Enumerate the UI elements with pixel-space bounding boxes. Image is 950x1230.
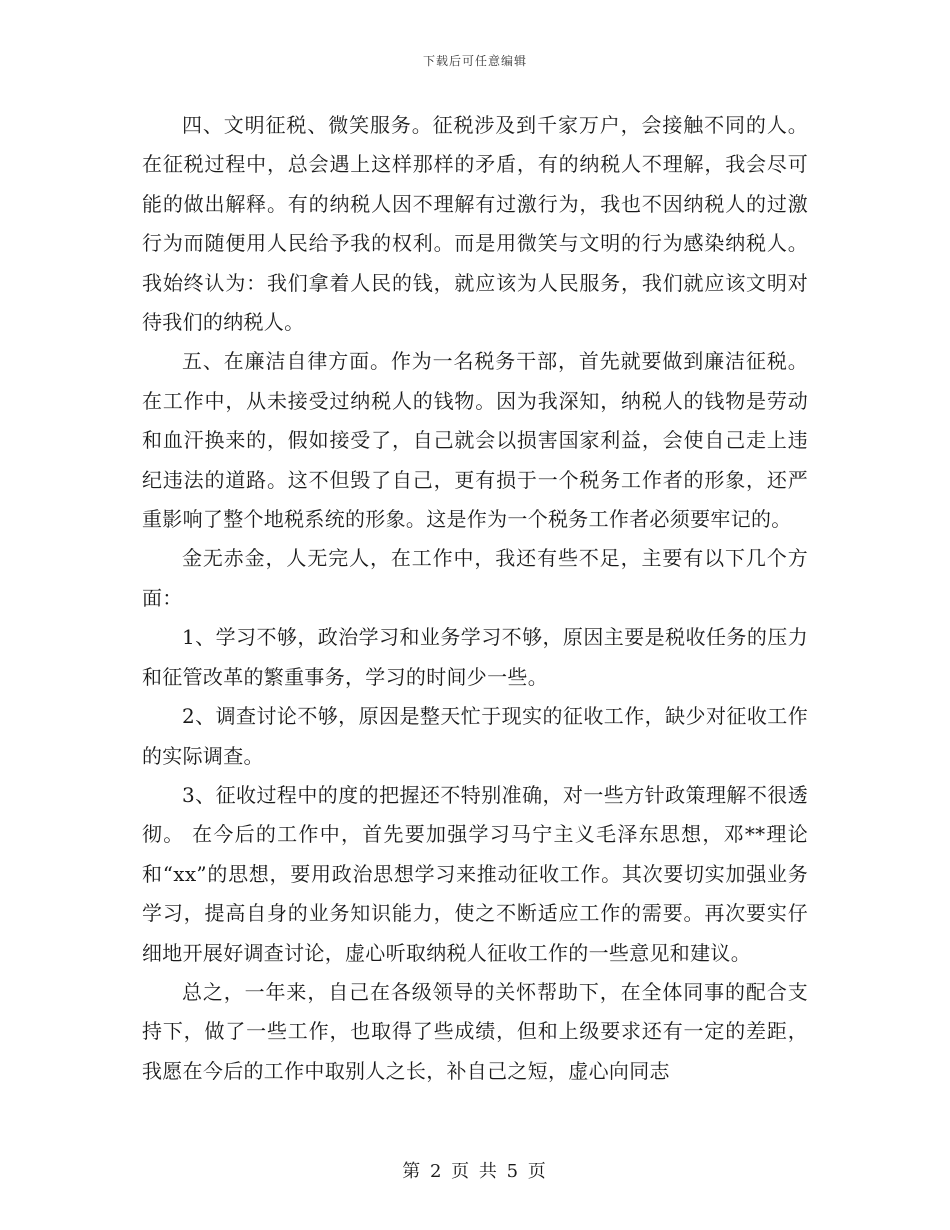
paragraph-conclusion: 总之，一年来，自己在各级领导的关怀帮助下，在全体同事的配合支持下，做了一些工作，也取得了些成绩，但和上级要求还有一定的差距，我愿在今后的工作中取别人之长，补自己之短，虚心向同志 — [142, 979, 808, 1083]
document-body — [142, 106, 808, 1091]
paragraph-shortcomings-intro: 金无赤金，人无完人，在工作中，我还有些不足，主要有以下几个方面： — [142, 546, 808, 610]
paragraph-shortcoming-1: 1、学习不够，政治学习和业务学习不够，原因主要是税收任务的压力和征管改革的繁重事务，学习的时间少一些。 — [142, 625, 808, 689]
page-number-footer: 第 2 页 共 5 页 — [402, 1161, 548, 1182]
paragraph-shortcoming-2: 2、调查讨论不够，原因是整天忙于现实的征收工作，缺少对征收工作的实际调查。 — [142, 704, 808, 768]
paragraph-integrity: 五、在廉洁自律方面。作为一名税务干部，首先就要做到廉洁征税。在工作中，从未接受过纳税人的钱物。因为我深知，纳税人的钱物是劳动和血汗换来的，假如接受了，自己就会以损害国家利益，会使自己走上违纪违法的道路。这不但毁了自己，更有损于一个税务工作者的形象，还严重影响了整个地税系统的形象。这是作为一个税务工作者必须要牢记的。 — [142, 349, 808, 532]
paragraph-civil-taxation: 四、文明征税、微笑服务。征税涉及到千家万户，会接触不同的人。在征税过程中，总会遇上这样那样的矛盾，有的纳税人不理解，我会尽可能的做出解释。有的纳税人因不理解有过激行为，我也不因纳税人的过激行为而随便用人民给予我的权利。而是用微笑与文明的行为感染纳税人。我始终认为：我们拿着人民的钱，就应该为人民服务，我们就应该文明对待我们的纳税人。 — [142, 113, 808, 335]
page-header: 下载后可任意编辑 — [422, 54, 527, 68]
paragraph-shortcoming-3: 3、征收过程中的度的把握还不特别准确，对一些方针政策理解不很透彻。 在今后的工作中，首先要加强学习马宁主义毛泽东思想，邓**理论和“xx”的思想，要用政治思想学习来推动征收工作。其次要切实加强业务学习，提高自身的业务知识能力，使之不断适应工作的需要。再次要实仔细地开展好调查讨论，虚心听取纳税人征收工作的一些意见和建议。 — [142, 782, 808, 965]
